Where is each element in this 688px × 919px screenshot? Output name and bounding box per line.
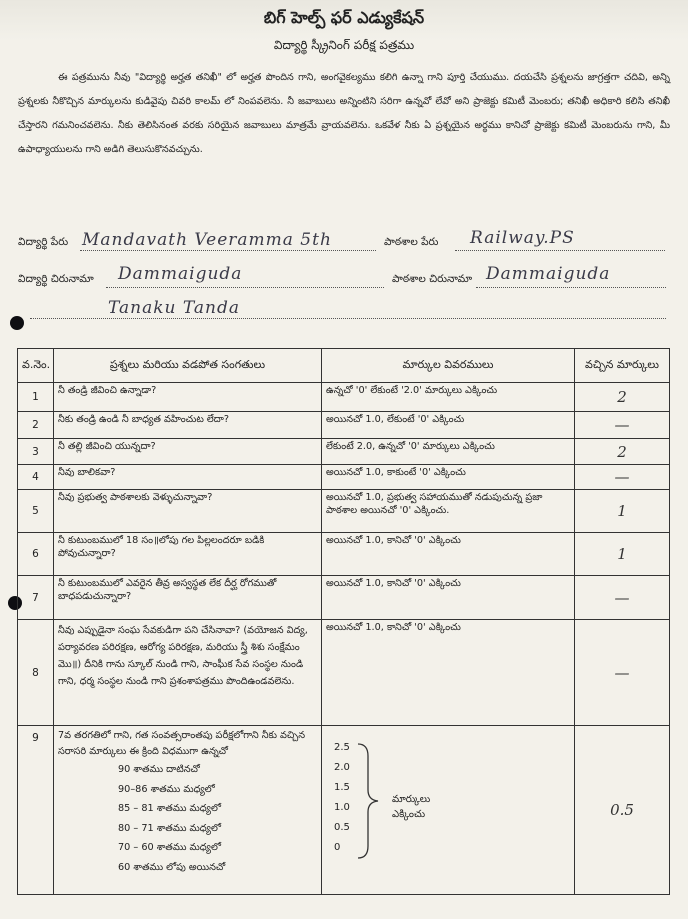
grade-band: 80 – 71 శాతము మధ్యలో xyxy=(118,822,221,834)
student-address-value[interactable]: Dammaiguda xyxy=(118,264,243,284)
grade-band: 90 శాతము దాటినచో xyxy=(118,764,200,775)
row-marks-rule: అయినచో 1.0, కానిచో '0' ఎక్కించు xyxy=(322,533,575,576)
row-marks-rule: అయినచో 1.0, కానిచో '0' ఎక్కించు xyxy=(322,576,575,620)
screening-table xyxy=(17,348,670,895)
row-question: నీ కుటుంబములో ఎవరైన తీవ్ర అస్వస్థత లేక దీర్ఘ రోగముతో బాధపడుచున్నారా? xyxy=(54,576,322,620)
row-marks-rule: అయినచో 1.0, లేకుంటే '0' ఎక్కించు xyxy=(322,412,575,439)
row-question: నీవు ఎప్పుడైనా సంఘ సేవకుడిగా పని చేసినావా? (వయోజన విద్య, పర్యావరణ పరిరక్షణ, ఆరోగ్య పరిరక్షణ, మరియు స్త్రీ శిశు సంక్షేమం మొ॥) దీనికి గాను స్కూల్ నుండి గాని, సాంఘీక సేవ సంస్థల నుండి గాని, ధర్మ సంస్థల నుండి గాని ప్రశంశాపత్రము పొందిఉండవలెను. xyxy=(54,620,322,726)
row-marks-rule: అయినచో 1.0, కాకుంటే '0' ఎక్కించు xyxy=(322,465,575,490)
table-row xyxy=(18,465,670,490)
school-name-value[interactable]: Railway.PS xyxy=(470,228,575,248)
student-address-label: విద్యార్థి చిరునామా xyxy=(18,273,94,285)
header-question: ప్రశ్నలు మరియు వడపోత సంగతులు xyxy=(54,349,322,383)
row-number: 7 xyxy=(18,576,54,620)
row-obtained[interactable]: — xyxy=(575,576,670,620)
scale-value: 1.5 xyxy=(334,782,350,793)
row9-marks-rule xyxy=(322,726,575,895)
row-number: 4 xyxy=(18,465,54,490)
row9-question xyxy=(54,726,322,895)
scale-value: 1.0 xyxy=(334,802,350,813)
row-obtained[interactable]: 1 xyxy=(575,490,670,533)
row-obtained[interactable]: — xyxy=(575,620,670,726)
header-obtained: వచ్చిన మార్కులు xyxy=(575,349,670,383)
grade-band: 85 – 81 శాతము మధ్యలో xyxy=(118,803,221,814)
row-number: 3 xyxy=(18,439,54,465)
row-question: నీ తల్లి జీవించి యున్నదా? xyxy=(54,439,322,465)
row-question: నీకు తండ్రి ఉండి నీ బాధ్యత వహించుట లేదా? xyxy=(54,412,322,439)
row-obtained[interactable]: 2 xyxy=(575,383,670,412)
row-number: 8 xyxy=(18,620,54,726)
school-address-label: పాఠశాల చిరునామా xyxy=(392,273,473,285)
student-name-value[interactable]: Mandavath Veeramma 5th xyxy=(82,230,332,250)
instructions-paragraph: ఈ పత్రమును నీవు "విద్యార్థి అర్హత తనిఖీ" లో అర్హత పొందిన గాని, అంగవైకల్యము కలిగి ఉన్నా గాని పూర్తి చేయుము. దయచేసి ప్రశ్నలను జాగ్రత్తగా చదివి, అన్ని ప్రశ్నలకు నీకొచ్చిన మార్కులను కుడివైపు చివరి కాలమ్ లో నింపవలెను. నీ జవాబులు అన్నింటిని సరిగా ఉన్నవో లేవో అని ప్రాజెక్టు కమిటీ మెంబరు; తనిఖీ అధికారి కలిసి తనిఖీ చేస్తారని గమనించవలెను. నీకు తెలిసినంత వరకు సరియైన జవాబులు మాత్రమే వ్రాయవలెను. ఒకవేళ నీకు ఏ ప్రశ్నయైన అర్థము కానిచో ప్రాజెక్టు కమిటీ మెంబరును గాని, మీ ఉపాధ్యాయులను గాని అడిగి తెలుసుకొనవచ్చును. xyxy=(18,72,670,155)
school-name-line xyxy=(455,250,665,251)
brace-icon xyxy=(356,742,380,860)
student-address-line-2 xyxy=(30,318,666,319)
school-name-label: పాఠశాల పేరు xyxy=(384,236,439,248)
table-header-row xyxy=(18,349,670,383)
scale-value: 2.5 xyxy=(334,742,350,753)
row-obtained[interactable]: 2 xyxy=(575,439,670,465)
student-name-label: విద్యార్థి పేరు xyxy=(18,236,69,248)
row-obtained[interactable]: 0.5 xyxy=(575,726,670,895)
header-marks-rule: మార్కుల వివరములు xyxy=(322,349,575,383)
school-address-line xyxy=(476,287,666,288)
table-row xyxy=(18,412,670,439)
student-address-value-2[interactable]: Tanaku Tanda xyxy=(108,298,241,318)
grade-band: 90–86 శాతము మధ్యలో xyxy=(118,783,215,795)
marks-scale-label: మార్కులు ఎక్కించు xyxy=(392,794,431,820)
table-row xyxy=(18,490,670,533)
punch-hole-top xyxy=(10,316,24,330)
form-title: బిగ్ హెల్ప్ ఫర్ ఎడ్యుకేషన్ xyxy=(263,8,425,27)
table-row xyxy=(18,576,670,620)
row-number: 1 xyxy=(18,383,54,412)
header-serial: వ.నెం. xyxy=(18,349,54,383)
scale-value: 0 xyxy=(334,842,341,853)
table-row xyxy=(18,533,670,576)
row-obtained[interactable]: — xyxy=(575,412,670,439)
row-marks-rule: అయినచో 1.0, ప్రభుత్వ సహాయముతో నడుపుచున్న ప్రజా పాఠశాల అయినచో '0' ఎక్కించు. xyxy=(322,490,575,533)
row-marks-rule: లేకుంటే 2.0, ఉన్నచో '0' మార్కులు ఎక్కించు xyxy=(322,439,575,465)
row-question: నీవు బాలికవా? xyxy=(54,465,322,490)
row-number: 6 xyxy=(18,533,54,576)
scale-value: 0.5 xyxy=(334,822,350,833)
school-address-value[interactable]: Dammaiguda xyxy=(486,264,611,284)
table-row xyxy=(18,620,670,726)
row-number: 9 xyxy=(18,726,54,895)
grade-band: 70 – 60 శాతము మధ్యలో xyxy=(118,842,221,853)
row-question: నీ తండ్రి జీవించి ఉన్నాడా? xyxy=(54,383,322,412)
marks-scale xyxy=(326,742,570,892)
row-number: 5 xyxy=(18,490,54,533)
row-question: నీ కుటుంబములో 18 సం॥లోపు గల పిల్లలందరూ బడికి పోవుచున్నారా? xyxy=(54,533,322,576)
table-row xyxy=(18,439,670,465)
row-obtained[interactable]: — xyxy=(575,465,670,490)
table-row xyxy=(18,726,670,895)
form-subtitle: విద్యార్థి స్క్రీనింగ్ పరీక్ష పత్రము xyxy=(273,38,415,52)
row-question: నీవు ప్రభుత్వ పాఠశాలకు వెళ్ళుచున్నావా? xyxy=(54,490,322,533)
scale-value: 2.0 xyxy=(334,762,350,773)
row-number: 2 xyxy=(18,412,54,439)
grade-band: 60 శాతము లోపు అయినచో xyxy=(118,861,226,873)
row-marks-rule: అయినచో 1.0, కానిచో '0' ఎక్కించు xyxy=(322,620,575,726)
table-row xyxy=(18,383,670,412)
row-obtained[interactable]: 1 xyxy=(575,533,670,576)
row-marks-rule: ఉన్నచో '0' లేకుంటే '2.0' మార్కులు ఎక్కించు xyxy=(322,383,575,412)
row9-intro: 7వ తరగతిలో గాని, గత సంవత్సరాంతపు పరీక్షలోగాని నీకు వచ్చిన సరాసరి మార్కులు ఈ క్రింది విధముగా ఉన్నచో xyxy=(58,730,306,757)
student-address-line xyxy=(106,287,384,288)
student-name-line xyxy=(80,250,376,251)
